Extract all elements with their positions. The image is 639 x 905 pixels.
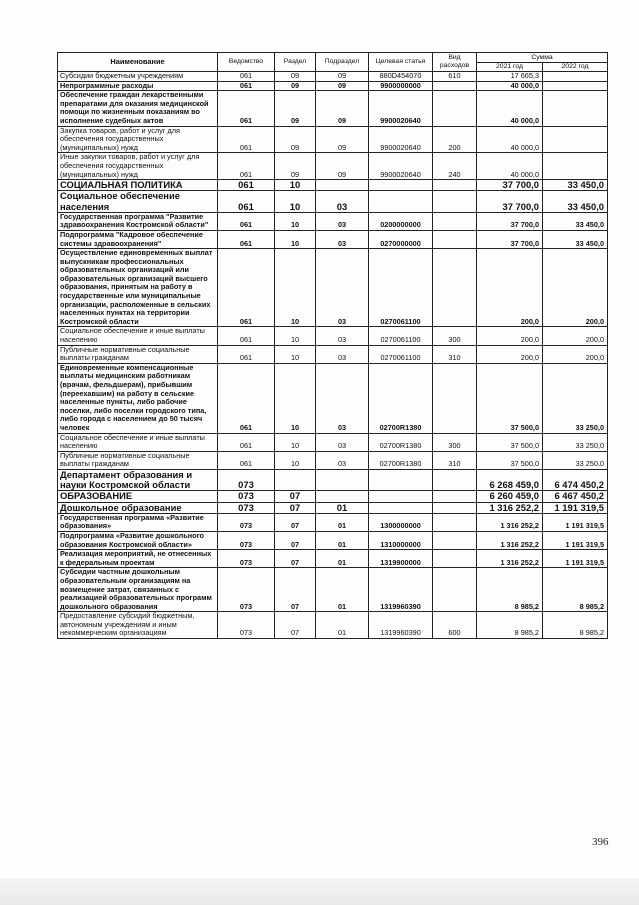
cell-subsection: 03 [316, 191, 369, 212]
cell-name: Непрограммные расходы [58, 81, 218, 91]
cell-section: 10 [275, 180, 316, 191]
cell-dept: 061 [218, 72, 275, 82]
table-row [58, 91, 608, 126]
table-row [58, 451, 608, 469]
header-section: Раздел [275, 53, 316, 72]
cell-dept: 061 [218, 433, 275, 451]
header-subsection: Подраздел [316, 53, 369, 72]
cell-dept: 073 [218, 550, 275, 568]
cell-section: 10 [275, 345, 316, 363]
table-row [58, 345, 608, 363]
cell-exp-type [433, 469, 477, 490]
table-row [58, 81, 608, 91]
cell-target: 880D454070 [369, 72, 433, 82]
header-target: Целевая статья [369, 53, 433, 72]
cell-exp-type [433, 230, 477, 248]
cell-subsection [316, 180, 369, 191]
table-row [58, 513, 608, 531]
cell-dept: 061 [218, 126, 275, 153]
header-year-2021: 2021 год [477, 63, 543, 72]
cell-section: 07 [275, 568, 316, 612]
cell-2022 [543, 126, 608, 153]
cell-2021: 200,0 [477, 345, 543, 363]
cell-2022: 200,0 [543, 249, 608, 327]
cell-exp-type [433, 249, 477, 327]
cell-subsection: 03 [316, 363, 369, 433]
table-row [58, 180, 608, 191]
header-year-2022: 2022 год [543, 63, 608, 72]
table-row [58, 550, 608, 568]
cell-dept: 061 [218, 81, 275, 91]
cell-subsection: 09 [316, 153, 369, 180]
cell-target [369, 502, 433, 513]
cell-exp-type: 310 [433, 345, 477, 363]
table-row [58, 469, 608, 490]
cell-2021: 37 700,0 [477, 212, 543, 230]
cell-dept: 073 [218, 469, 275, 490]
cell-section: 07 [275, 513, 316, 531]
cell-name: Субсидии частным дошкольным образовательным организациям на возмещение затрат, связанных с реализацией образовательных программ дошкольного образования [58, 568, 218, 612]
cell-2022 [543, 91, 608, 126]
cell-2021: 40 000,0 [477, 153, 543, 180]
cell-2021: 1 316 252,2 [477, 550, 543, 568]
cell-target: 9900000000 [369, 81, 433, 91]
table-row [58, 126, 608, 153]
cell-exp-type: 300 [433, 433, 477, 451]
cell-exp-type: 610 [433, 72, 477, 82]
table-row [58, 153, 608, 180]
cell-exp-type [433, 191, 477, 212]
cell-section: 10 [275, 249, 316, 327]
cell-dept: 061 [218, 345, 275, 363]
cell-target: 02700R1380 [369, 451, 433, 469]
cell-section: 10 [275, 191, 316, 212]
cell-subsection: 01 [316, 531, 369, 549]
cell-2022: 6 474 450,2 [543, 469, 608, 490]
cell-subsection [316, 469, 369, 490]
cell-dept: 073 [218, 502, 275, 513]
cell-name: Департамент образования и науки Костромской области [58, 469, 218, 490]
cell-dept: 061 [218, 249, 275, 327]
cell-section: 07 [275, 502, 316, 513]
cell-exp-type [433, 513, 477, 531]
table-row [58, 531, 608, 549]
cell-target: 1310000000 [369, 531, 433, 549]
cell-2021: 200,0 [477, 249, 543, 327]
cell-2022: 33 450,0 [543, 230, 608, 248]
cell-target [369, 180, 433, 191]
cell-2022: 33 250,0 [543, 451, 608, 469]
cell-section: 10 [275, 433, 316, 451]
header-dept: Ведомство [218, 53, 275, 72]
cell-2021: 37 700,0 [477, 180, 543, 191]
cell-section: 09 [275, 81, 316, 91]
cell-target: 1319960390 [369, 612, 433, 639]
cell-2022: 33 450,0 [543, 191, 608, 212]
cell-section: 10 [275, 327, 316, 345]
table-row [58, 212, 608, 230]
scan-bottom-edge [0, 878, 639, 905]
cell-2022: 200,0 [543, 327, 608, 345]
table-row [58, 433, 608, 451]
cell-target: 0270000000 [369, 230, 433, 248]
cell-name: Публичные нормативные социальные выплаты гражданам [58, 345, 218, 363]
cell-2022: 200,0 [543, 345, 608, 363]
cell-name: Подпрограмма "Кадровое обеспечение системы здравоохранения" [58, 230, 218, 248]
cell-name: Социальное обеспечение и иные выплаты населению [58, 327, 218, 345]
cell-dept: 061 [218, 153, 275, 180]
cell-exp-type [433, 212, 477, 230]
cell-2022: 1 191 319,5 [543, 550, 608, 568]
cell-subsection: 09 [316, 126, 369, 153]
cell-exp-type: 310 [433, 451, 477, 469]
cell-dept: 073 [218, 513, 275, 531]
cell-dept: 073 [218, 568, 275, 612]
cell-target: 1319900000 [369, 550, 433, 568]
cell-subsection: 09 [316, 81, 369, 91]
cell-2022: 33 250,0 [543, 433, 608, 451]
cell-exp-type [433, 363, 477, 433]
cell-2022 [543, 153, 608, 180]
cell-subsection: 01 [316, 502, 369, 513]
cell-dept: 061 [218, 191, 275, 212]
cell-subsection: 01 [316, 550, 369, 568]
page-number: 396 [592, 836, 609, 848]
header-sum: Сумма [477, 53, 608, 63]
cell-2021: 40 000,0 [477, 126, 543, 153]
cell-2021: 8 985,2 [477, 568, 543, 612]
cell-subsection: 03 [316, 451, 369, 469]
cell-exp-type: 240 [433, 153, 477, 180]
cell-dept: 061 [218, 91, 275, 126]
cell-name: Подпрограмма «Развитие дошкольного образования Костромской области» [58, 531, 218, 549]
cell-name: Социальное обеспечение населения [58, 191, 218, 212]
cell-name: Дошкольное образование [58, 502, 218, 513]
cell-2021: 6 268 459,0 [477, 469, 543, 490]
cell-2021: 6 260 459,0 [477, 491, 543, 502]
cell-2021: 1 316 252,2 [477, 502, 543, 513]
cell-2022: 1 191 319,5 [543, 502, 608, 513]
cell-name: СОЦИАЛЬНАЯ ПОЛИТИКА [58, 180, 218, 191]
cell-section: 09 [275, 72, 316, 82]
cell-2021: 40 000,0 [477, 91, 543, 126]
cell-name: Государственная программа «Развитие образования» [58, 513, 218, 531]
cell-2021: 37 700,0 [477, 191, 543, 212]
cell-section: 10 [275, 230, 316, 248]
cell-name: Единовременные компенсационные выплаты медицинским работникам (врачам, фельдшерам), прибывшим (переехавшим) на работу в сельские населенные пункты, либо рабочие поселки, либо поселки городского типа, либо города с населением до 50 тысяч человек [58, 363, 218, 433]
cell-2021: 37 500,0 [477, 433, 543, 451]
cell-2022: 8 985,2 [543, 612, 608, 639]
cell-dept: 061 [218, 327, 275, 345]
cell-target: 02700R1380 [369, 433, 433, 451]
cell-target: 0270061100 [369, 249, 433, 327]
cell-target: 9900020640 [369, 153, 433, 180]
cell-name: Предоставление субсидий бюджетным, автономным учреждениям и иным некоммерческим организациям [58, 612, 218, 639]
table-row [58, 491, 608, 502]
cell-2022: 33 450,0 [543, 212, 608, 230]
cell-dept: 073 [218, 612, 275, 639]
cell-dept: 061 [218, 363, 275, 433]
cell-name: Публичные нормативные социальные выплаты гражданам [58, 451, 218, 469]
cell-target: 9900020640 [369, 91, 433, 126]
cell-name: Государственная программа "Развитие здравоохранения Костромской области" [58, 212, 218, 230]
cell-subsection: 03 [316, 212, 369, 230]
cell-section: 07 [275, 491, 316, 502]
cell-exp-type: 200 [433, 126, 477, 153]
cell-target: 1300000000 [369, 513, 433, 531]
cell-target: 0270061100 [369, 345, 433, 363]
cell-exp-type [433, 81, 477, 91]
cell-exp-type [433, 91, 477, 126]
cell-subsection: 01 [316, 612, 369, 639]
cell-subsection: 09 [316, 72, 369, 82]
cell-target [369, 491, 433, 502]
cell-section: 09 [275, 153, 316, 180]
cell-2021: 17 665,3 [477, 72, 543, 82]
cell-2022: 8 985,2 [543, 568, 608, 612]
cell-name: Иные закупки товаров, работ и услуг для обеспечения государственных (муниципальных) нужд [58, 153, 218, 180]
cell-2022: 33 450,0 [543, 180, 608, 191]
cell-dept: 073 [218, 491, 275, 502]
cell-dept: 061 [218, 212, 275, 230]
cell-section: 09 [275, 91, 316, 126]
table-row [58, 363, 608, 433]
cell-exp-type: 600 [433, 612, 477, 639]
table-row [58, 72, 608, 82]
cell-section [275, 469, 316, 490]
cell-exp-type [433, 502, 477, 513]
table-row [58, 191, 608, 212]
cell-target [369, 469, 433, 490]
cell-name: Реализация мероприятий, не отнесенных к федеральным проектам [58, 550, 218, 568]
cell-target: 9900020640 [369, 126, 433, 153]
cell-exp-type [433, 568, 477, 612]
cell-2021: 37 500,0 [477, 451, 543, 469]
cell-name: Обеспечение граждан лекарственными препаратами для оказания медицинской помощи по жизненным показаниям во исполнение судебных актов [58, 91, 218, 126]
cell-2021: 200,0 [477, 327, 543, 345]
cell-exp-type: 300 [433, 327, 477, 345]
cell-2021: 37 700,0 [477, 230, 543, 248]
cell-target [369, 191, 433, 212]
table-row [58, 568, 608, 612]
header-name: Наименование [58, 53, 218, 72]
cell-2021: 40 000,0 [477, 81, 543, 91]
cell-section: 10 [275, 363, 316, 433]
cell-target: 1319960390 [369, 568, 433, 612]
cell-2022: 1 191 319,5 [543, 513, 608, 531]
cell-exp-type [433, 180, 477, 191]
cell-2021: 1 316 252,2 [477, 531, 543, 549]
cell-section: 09 [275, 126, 316, 153]
table-row [58, 612, 608, 639]
cell-name: Субсидии бюджетным учреждениям [58, 72, 218, 82]
cell-dept: 061 [218, 230, 275, 248]
cell-section: 07 [275, 550, 316, 568]
cell-dept: 061 [218, 180, 275, 191]
cell-target: 02700R1380 [369, 363, 433, 433]
cell-2021: 1 316 252,2 [477, 513, 543, 531]
cell-subsection: 09 [316, 91, 369, 126]
cell-subsection: 03 [316, 230, 369, 248]
table-row [58, 327, 608, 345]
cell-name: Осуществление единовременных выплат выпускникам профессиональных образовательных организаций или образовательных организаций высшего образования, принятым на работу в государственные или муниципальные организации, расположенные в сельских населенных пунктах на территории Костромской области [58, 249, 218, 327]
cell-2022: 1 191 319,5 [543, 531, 608, 549]
cell-section: 10 [275, 451, 316, 469]
cell-subsection: 01 [316, 513, 369, 531]
cell-dept: 073 [218, 531, 275, 549]
cell-exp-type [433, 531, 477, 549]
cell-subsection: 03 [316, 327, 369, 345]
cell-2021: 37 500,0 [477, 363, 543, 433]
cell-name: ОБРАЗОВАНИЕ [58, 491, 218, 502]
cell-target: 0270061100 [369, 327, 433, 345]
budget-table [57, 52, 608, 639]
cell-exp-type [433, 491, 477, 502]
cell-2021: 8 985,2 [477, 612, 543, 639]
header-exp-type: Вид расходов [433, 53, 477, 72]
cell-section: 07 [275, 531, 316, 549]
table-row [58, 230, 608, 248]
cell-name: Закупка товаров, работ и услуг для обеспечения государственных (муниципальных) нужд [58, 126, 218, 153]
cell-target: 0200000000 [369, 212, 433, 230]
cell-section: 10 [275, 212, 316, 230]
cell-subsection: 03 [316, 433, 369, 451]
cell-subsection [316, 491, 369, 502]
cell-2022: 33 250,0 [543, 363, 608, 433]
cell-2022 [543, 72, 608, 82]
cell-2022 [543, 81, 608, 91]
cell-subsection: 03 [316, 345, 369, 363]
cell-subsection: 01 [316, 568, 369, 612]
cell-dept: 061 [218, 451, 275, 469]
cell-exp-type [433, 550, 477, 568]
cell-subsection: 03 [316, 249, 369, 327]
cell-name: Социальное обеспечение и иные выплаты населению [58, 433, 218, 451]
cell-section: 07 [275, 612, 316, 639]
cell-2022: 6 467 450,2 [543, 491, 608, 502]
table-row [58, 502, 608, 513]
table-row [58, 249, 608, 327]
